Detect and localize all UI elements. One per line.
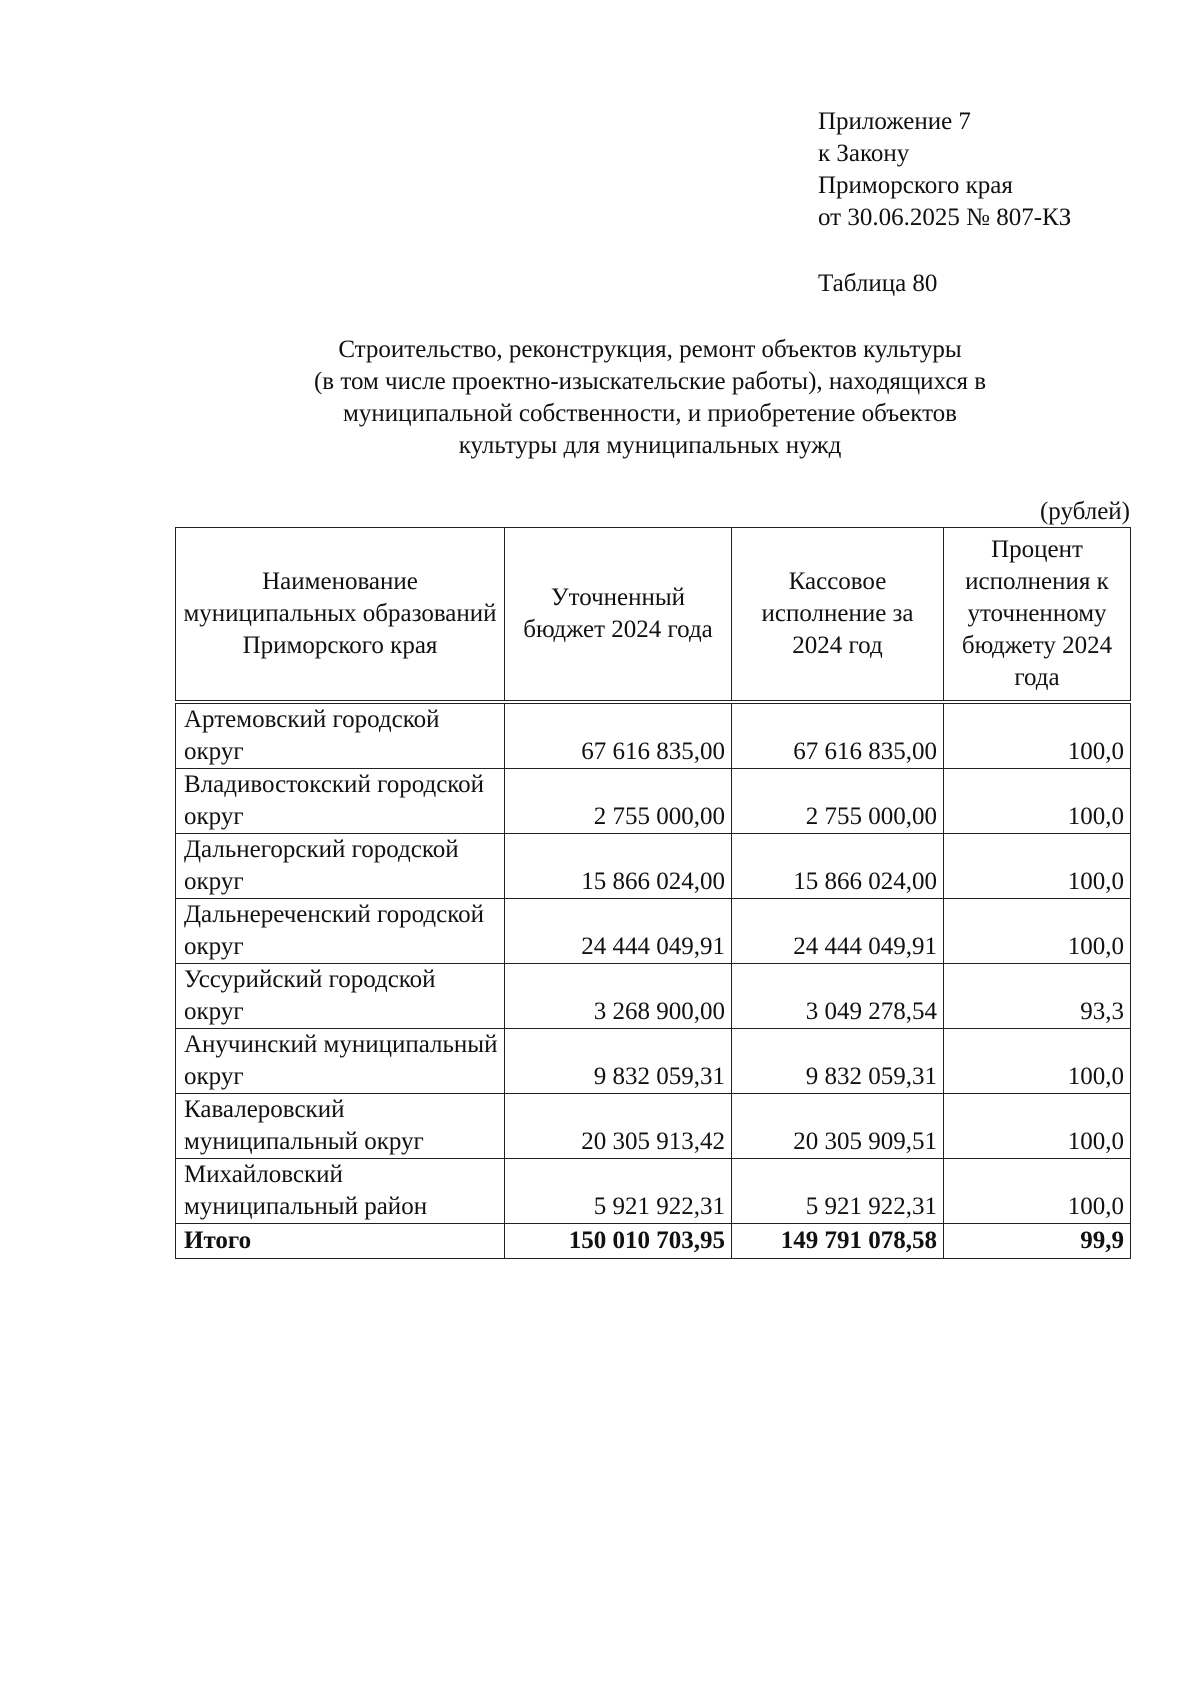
- cell-budget: 3 268 900,00: [505, 964, 732, 1029]
- cell-municipality: Уссурийский городской округ: [176, 964, 505, 1029]
- cell-budget: 2 755 000,00: [505, 769, 732, 834]
- title-line: (в том числе проектно-изыскательские работы), находящихся в: [313, 368, 986, 395]
- table-header-row: [176, 528, 1131, 701]
- cell-executed: 67 616 835,00: [732, 704, 944, 769]
- cell-budget: 9 832 059,31: [505, 1029, 732, 1094]
- header-executed: Кассовое исполнение за 2024 год: [732, 528, 944, 701]
- table-row: [176, 899, 1131, 964]
- cell-executed: 24 444 049,91: [732, 899, 944, 964]
- cell-percent: 100,0: [944, 834, 1131, 899]
- table-row: [176, 834, 1131, 899]
- cell-executed: 15 866 024,00: [732, 834, 944, 899]
- cell-budget: 5 921 922,31: [505, 1159, 732, 1224]
- appendix-line: от 30.06.2025 № 807-КЗ: [818, 204, 1072, 231]
- title-line: культуры для муниципальных нужд: [458, 432, 842, 459]
- cell-percent: 93,3: [944, 964, 1131, 1029]
- cell-executed: 9 832 059,31: [732, 1029, 944, 1094]
- table-row: [176, 704, 1131, 769]
- table-row: [176, 964, 1131, 1029]
- cell-budget: 67 616 835,00: [505, 704, 732, 769]
- cell-percent: 100,0: [944, 1094, 1131, 1159]
- cell-municipality: Артемовский городской округ: [176, 704, 505, 769]
- cell-municipality: Дальнегорский городской округ: [176, 834, 505, 899]
- total-budget: 150 010 703,95: [505, 1224, 732, 1259]
- title-line: Строительство, реконструкция, ремонт объектов культуры: [338, 336, 962, 363]
- table-row: [176, 1094, 1131, 1159]
- total-executed: 149 791 078,58: [732, 1224, 944, 1259]
- cell-municipality: Дальнереченский городской округ: [176, 899, 505, 964]
- total-label: Итого: [176, 1224, 505, 1259]
- document-title: [220, 334, 1080, 462]
- cell-budget: 20 305 913,42: [505, 1094, 732, 1159]
- budget-table: [175, 527, 1131, 1259]
- cell-budget: 24 444 049,91: [505, 899, 732, 964]
- appendix-line: к Закону: [818, 140, 910, 167]
- cell-executed: 3 049 278,54: [732, 964, 944, 1029]
- cell-municipality: Михайловский муниципальный район: [176, 1159, 505, 1224]
- appendix-line: Приморского края: [818, 172, 1013, 199]
- table-row: [176, 1159, 1131, 1224]
- title-line: муниципальной собственности, и приобретение объектов: [343, 400, 957, 427]
- table-number: Таблица 80: [818, 270, 938, 297]
- cell-percent: 100,0: [944, 1159, 1131, 1224]
- header-budget: Уточненный бюджет 2024 года: [505, 528, 732, 701]
- total-percent: 99,9: [944, 1224, 1131, 1259]
- total-row: [176, 1224, 1131, 1259]
- cell-percent: 100,0: [944, 1029, 1131, 1094]
- appendix-line: Приложение 7: [818, 108, 971, 135]
- cell-percent: 100,0: [944, 899, 1131, 964]
- cell-executed: 20 305 909,51: [732, 1094, 944, 1159]
- table-row: [176, 1029, 1131, 1094]
- table-row: [176, 769, 1131, 834]
- cell-percent: 100,0: [944, 704, 1131, 769]
- cell-municipality: Кавалеровский муниципальный округ: [176, 1094, 505, 1159]
- cell-percent: 100,0: [944, 769, 1131, 834]
- cell-budget: 15 866 024,00: [505, 834, 732, 899]
- cell-executed: 2 755 000,00: [732, 769, 944, 834]
- header-percent: Процент исполнения к уточненному бюджету 2024 года: [944, 528, 1131, 701]
- units-label: (рублей): [1039, 498, 1130, 525]
- cell-municipality: Анучинский муниципальный округ: [176, 1029, 505, 1094]
- header-municipality: Наименование муниципальных образований Приморского края: [176, 528, 505, 701]
- cell-executed: 5 921 922,31: [732, 1159, 944, 1224]
- cell-municipality: Владивостокский городской округ: [176, 769, 505, 834]
- appendix-block: [818, 106, 1071, 234]
